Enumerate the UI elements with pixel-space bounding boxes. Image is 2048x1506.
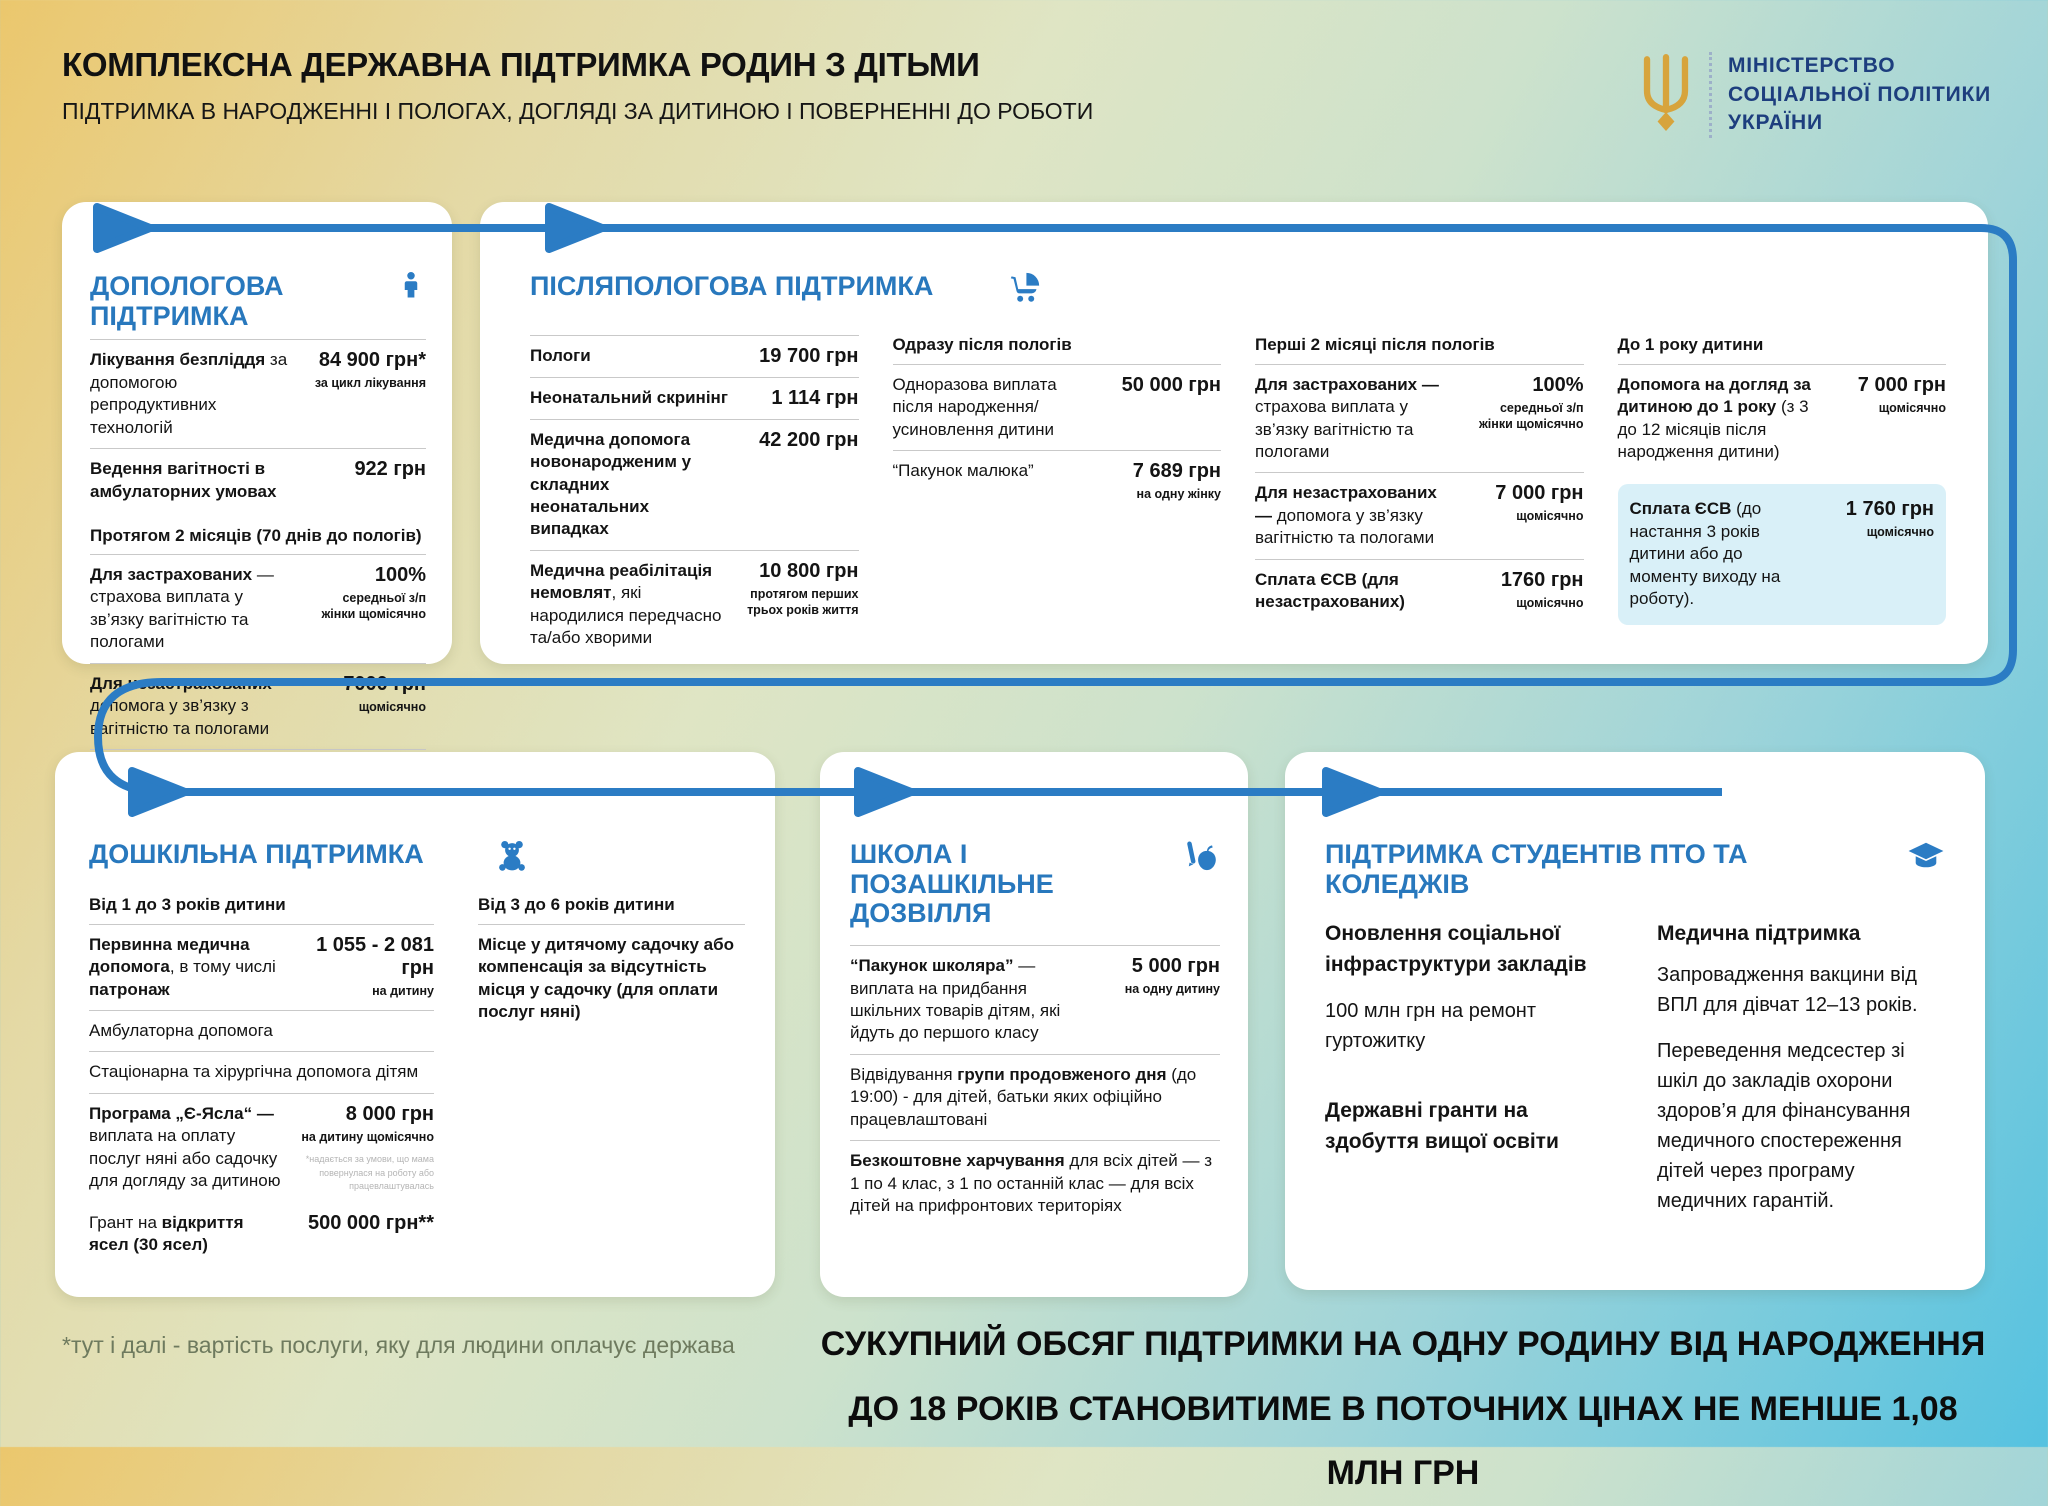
card-postnatal-support xyxy=(480,202,1988,664)
benefit-label: Лікування безпліддя за допомогою репродуктивних технологій xyxy=(90,350,288,437)
benefit-heading: Державні гранти на здобуття вищої освіти xyxy=(1325,1099,1559,1153)
benefit-heading: Оновлення соціальної інфраструктури закладів xyxy=(1325,922,1587,976)
benefit-row xyxy=(1255,559,1584,623)
graduation-cap-icon xyxy=(1907,838,1945,883)
benefit-row xyxy=(1618,364,1947,473)
section-header: Протягом 2 місяців (70 днів до пологів) xyxy=(90,526,422,545)
teddy-bear-icon xyxy=(494,838,530,881)
benefit-label: Одноразова виплата після народження/ усиновлення дитини xyxy=(892,374,1057,439)
benefit-value: 7 000 грн щомісячно xyxy=(1857,373,1946,415)
card-title-text: ПІСЛЯПОЛОГОВА ПІДТРИМКА xyxy=(530,271,934,301)
benefit-label: Місце у дитячому садочку або компенсація за відсутність місця у садочку (для оплати послуг няні) xyxy=(478,934,734,1021)
card-title xyxy=(850,840,1220,929)
benefit-value: 1 114 грн xyxy=(771,386,859,409)
ministry-line: МІНІСТЕРСТВО xyxy=(1728,54,1896,78)
benefit-value: 84 900 грн* за цикл лікування xyxy=(314,349,426,391)
benefit-label: Для застрахованих — страхова виплата у зв’язку вагітністю та пологами xyxy=(1255,374,1439,461)
benefit-label: Стаціонарна та хірургічна допомога дітям xyxy=(89,1062,419,1082)
benefit-label: “Пакунок школяра” — виплата на придбання шкільних товарів дітям, які йдуть до першого класу xyxy=(850,956,1061,1043)
benefit-label: Неонатальний скринінг xyxy=(530,387,728,407)
benefit-row xyxy=(89,924,434,1010)
benefit-label: Для незастрахованих — допомога у зв’язку вагітністю та пологами xyxy=(1255,483,1437,548)
ministry-line: УКРАЇНИ xyxy=(1728,111,1823,135)
benefit-label: Програма „Є-Ясла“ — виплата на оплату послуг няні або садочку для догляду за дитиною xyxy=(89,1103,281,1191)
footnote: *тут і далі - вартість послуги, яку для людини оплачує держава xyxy=(62,1332,735,1358)
benefit-row xyxy=(530,377,859,419)
preschool-column-1 xyxy=(89,895,434,1266)
fine-print: *надається за умови, що мама повернулася на роботу або працевлаштувалась xyxy=(305,1154,434,1192)
benefit-text: 100 млн грн на ремонт гуртожитку xyxy=(1325,1000,1537,1053)
card-students-support xyxy=(1285,752,1985,1290)
benefit-label: Медична допомога новонародженим у складних неонатальних випадках xyxy=(530,429,692,539)
card-title xyxy=(90,272,426,331)
benefit-label: Амбулаторна допомога xyxy=(89,1021,273,1040)
benefit-value: 922 грн xyxy=(354,458,426,481)
benefit-label: Первинна медична допомога, в тому числі патронаж xyxy=(89,934,276,999)
card-title xyxy=(89,840,745,881)
benefit-row xyxy=(89,1093,434,1203)
benefit-value: 7 689 грн на одну жінку xyxy=(1132,460,1221,501)
benefit-value: 10 800 грн протягом перших трьох років життя xyxy=(747,559,859,618)
benefit-label: Сплата ЄСВ (до настання 3 років дитини або до моменту виходу на роботу). xyxy=(1629,499,1781,609)
benefit-label: Ведення вагітності в амбулаторних умовах xyxy=(90,459,277,501)
benefit-label: “Пакунок малюка” xyxy=(892,461,1034,480)
students-column-2 xyxy=(1657,919,1945,1231)
benefit-row xyxy=(90,448,426,512)
benefit-row xyxy=(530,419,859,550)
benefit-value: 42 200 грн xyxy=(759,428,859,451)
total-support-statement: СУКУПНИЙ ОБСЯГ ПІДТРИМКИ НА ОДНУ РОДИНУ ВІД НАРОДЖЕННЯ ДО 18 РОКІВ СТАНОВИТИМЕ В ПОТОЧНИХ ЦІНАХ НЕ МЕНШЕ 1,08 МЛН ГРН xyxy=(820,1325,1986,1493)
benefit-label: Допомога на догляд за дитиною до 1 року (з 3 до 12 місяців після народження дитини) xyxy=(1617,374,1811,461)
benefit-row-highlighted xyxy=(1618,484,1947,624)
benefit-value: 500 000 грн** xyxy=(307,1211,434,1234)
benefit-value: 50 000 грн xyxy=(1121,373,1221,396)
ministry-line: СОЦІАЛЬНОЇ ПОЛІТИКИ xyxy=(1728,82,1992,106)
benefit-row xyxy=(893,450,1222,511)
benefit-value: 1 055 - 2 081 грн на дитину xyxy=(316,933,434,998)
benefit-value: 100% середньої з/п жінки щомісячно xyxy=(321,564,426,622)
benefit-text: Переведення медсестер зі шкіл до закладів охорони здоров’я для фінансування медичного спостереження дітей через програму медичних гарантій. xyxy=(1657,1039,1911,1212)
benefit-label: Для застрахованих — страхова виплата у зв’язку вагітністю та пологами xyxy=(90,565,274,652)
benefit-row xyxy=(90,663,426,749)
postnatal-column-1 xyxy=(530,335,859,659)
benefit-value: 100% середньої з/п жінки щомісячно xyxy=(1478,373,1584,431)
postnatal-column-3 xyxy=(1255,335,1584,659)
card-title-text: ПІДТРИМКА СТУДЕНТІВ ПТО ТА КОЛЕДЖІВ xyxy=(1325,839,1748,899)
benefit-row xyxy=(1255,472,1584,558)
benefit-label: Грант на відкриття ясел (30 ясел) xyxy=(89,1212,244,1255)
apple-pencil-icon xyxy=(1184,838,1220,881)
benefit-label: Медична реабілітація немовлят, які народилися передчасно та/або хворими xyxy=(530,560,722,648)
card-title-text: ШКОЛА І ПОЗАШКІЛЬНЕ ДОЗВІЛЛЯ xyxy=(850,839,1054,929)
card-title-text: ДОПОЛОГОВА ПІДТРИМКА xyxy=(90,271,284,331)
benefit-row xyxy=(893,364,1222,450)
stroller-icon xyxy=(1008,270,1042,311)
person-icon xyxy=(396,270,426,307)
benefit-row xyxy=(530,335,859,377)
benefit-heading: Медична підтримка xyxy=(1657,922,1861,946)
card-title xyxy=(1325,840,1945,899)
column-header: Одразу після пологів xyxy=(892,334,1072,354)
column-header: Від 3 до 6 років дитини xyxy=(478,894,675,914)
page-subtitle: ПІДТРИМКА В НАРОДЖЕННІ І ПОЛОГАХ, ДОГЛЯДІ ЗА ДИТИНОЮ І ПОВЕРНЕННІ ДО РОБОТИ xyxy=(62,98,1094,124)
students-column-1 xyxy=(1325,919,1613,1231)
benefit-value: 7000 грн щомісячно xyxy=(343,672,426,714)
ministry-name xyxy=(1728,52,1991,137)
postnatal-column-2 xyxy=(893,335,1222,659)
benefit-row xyxy=(478,924,745,1033)
column-header: До 1 року дитини xyxy=(1617,334,1764,354)
benefit-value: 1 760 грн щомісячно xyxy=(1845,498,1934,540)
benefit-row xyxy=(850,1054,1220,1140)
postnatal-column-4 xyxy=(1618,335,1947,659)
column-header: Від 1 до 3 років дитини xyxy=(89,894,286,914)
benefit-row xyxy=(90,554,426,663)
benefit-label: Пологи xyxy=(530,345,591,365)
card-prenatal-support xyxy=(62,202,452,738)
ministry-logo xyxy=(1637,52,1991,138)
benefit-label: Для незастрахованих — допомога у зв’язку з вагітністю та пологами xyxy=(90,673,294,738)
benefit-row xyxy=(850,1140,1220,1226)
benefit-label: Безкоштовне харчування для всіх дітей — з 1 по 4 клас, з 1 по останній клас — для всіх дітей на прифронтових територіях xyxy=(850,1151,1213,1215)
benefit-value: 1760 грн щомісячно xyxy=(1500,568,1584,610)
benefit-value: 19 700 грн xyxy=(759,344,859,367)
page-title: КОМПЛЕКСНА ДЕРЖАВНА ПІДТРИМКА РОДИН З ДІТЬМИ xyxy=(62,46,980,83)
card-preschool-support xyxy=(55,752,775,1297)
card-school-support xyxy=(820,752,1248,1297)
trident-icon xyxy=(1637,53,1695,136)
benefit-row xyxy=(850,945,1220,1054)
preschool-column-2 xyxy=(478,895,745,1266)
card-title xyxy=(530,272,1946,311)
card-title-text: ДОШКІЛЬНА ПІДТРИМКА xyxy=(89,839,424,869)
benefit-row xyxy=(89,1203,434,1266)
benefit-value: 5 000 грн на одну дитину xyxy=(1124,955,1220,997)
column-header: Перші 2 місяці після пологів xyxy=(1255,334,1495,354)
benefit-label: Сплата ЄСВ (для незастрахованих) xyxy=(1255,569,1405,612)
benefit-label: Відвідування групи продовженого дня (до 19:00) - для дітей, батьки яких офіційно працевлаштовані xyxy=(850,1064,1197,1129)
benefit-row xyxy=(1255,364,1584,473)
benefit-row xyxy=(89,1051,434,1092)
benefit-row xyxy=(90,339,426,448)
benefit-value: 7 000 грн щомісячно xyxy=(1495,482,1584,524)
benefit-row xyxy=(530,550,859,659)
page-header xyxy=(62,46,1093,125)
benefit-value: 8 000 грн на дитину щомісячно *надається за умови, що мама повернулася на роботу або працевлаштувалась xyxy=(294,1103,434,1194)
benefit-row xyxy=(89,1010,434,1051)
logo-divider xyxy=(1709,52,1712,138)
benefit-text: Запровадження вакцини від ВПЛ для дівчат 12–13 років. xyxy=(1657,963,1918,1016)
